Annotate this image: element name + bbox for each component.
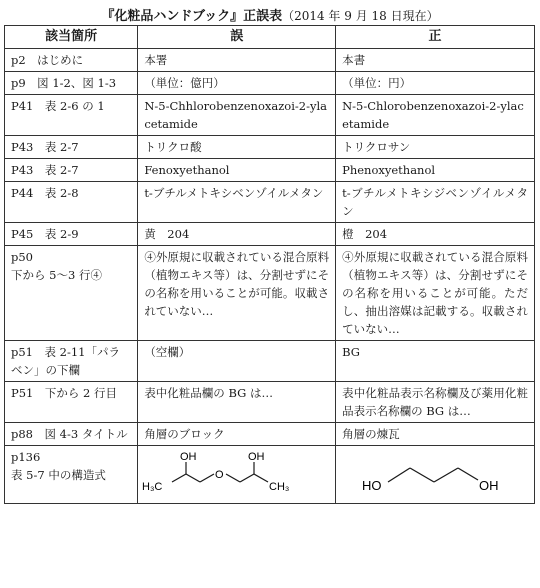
correct-cell: t-ブチルメトキシジベンゾイルメタン xyxy=(336,182,535,223)
location-line: p2 はじめに xyxy=(11,53,84,67)
location-line: p50 xyxy=(11,250,33,264)
location-line: P41 表 2-6 の 1 xyxy=(11,99,105,113)
location-line: 下から 5～3 行④ xyxy=(11,268,102,282)
location-cell xyxy=(5,159,138,182)
table-row xyxy=(5,382,535,423)
correct-cell: 橙 204 xyxy=(336,223,535,246)
table-row xyxy=(5,246,535,341)
correct-cell: N-5-Chlorobenzenoxazoi-2-ylacetamide xyxy=(336,95,535,136)
location-cell xyxy=(5,49,138,72)
column-header-wrong: 誤 xyxy=(138,26,336,49)
location-line: p88 図 4-3 タイトル xyxy=(11,427,128,441)
correct-cell: ④外原規に収載されている混合原料（植物エキス等）は、分割せずにその名称を用いることが可能。ただし、抽出溶媒は記載する。収載されていない… xyxy=(336,246,535,341)
structure-label-oh-right: OH xyxy=(248,451,265,463)
wrong-cell: 表中化粧品欄の BG は… xyxy=(138,382,336,423)
location-line: P43 表 2-7 xyxy=(11,163,79,177)
structure-label-h3c: H₃C xyxy=(142,481,163,493)
location-cell xyxy=(5,223,138,246)
location-cell xyxy=(5,182,138,223)
title-text: 『化粧品ハンドブック』正誤表 xyxy=(101,9,283,24)
wrong-structure-diagram xyxy=(140,448,316,496)
wrong-cell: （空欄） xyxy=(138,341,336,382)
location-line: p136 xyxy=(11,450,41,464)
wrong-cell: 本署 xyxy=(138,49,336,72)
location-line: p51 表 2-11「パラベン」の下欄 xyxy=(11,345,120,377)
table-row xyxy=(5,446,535,504)
location-line: P51 下から 2 行目 xyxy=(11,386,117,400)
table-row xyxy=(5,223,535,246)
column-header-location: 該当箇所 xyxy=(5,26,138,49)
wrong-cell: Fenoxyethanol xyxy=(138,159,336,182)
location-line: P43 表 2-7 xyxy=(11,140,79,154)
location-cell xyxy=(5,341,138,382)
location-line: P45 表 2-9 xyxy=(11,227,79,241)
table-row xyxy=(5,159,535,182)
location-cell xyxy=(5,446,138,504)
title-date: （2014 年 9 月 18 日現在） xyxy=(282,9,439,23)
wrong-cell: （単位：億円） xyxy=(138,72,336,95)
location-line: 表 5-7 中の構造式 xyxy=(11,468,106,482)
table-row xyxy=(5,72,535,95)
structure-label-oh: OH xyxy=(479,478,499,493)
location-cell xyxy=(5,95,138,136)
correct-cell: （単位：円） xyxy=(336,72,535,95)
structure-label-ch3: CH₃ xyxy=(269,481,290,493)
correct-cell: 表中化粧品表示名称欄及び薬用化粧品表示名称欄の BG は… xyxy=(336,382,535,423)
structure-label-oxygen: O xyxy=(215,469,224,481)
correct-cell: Phenoxyethanol xyxy=(336,159,535,182)
table-row xyxy=(5,49,535,72)
table-row xyxy=(5,341,535,382)
table-row xyxy=(5,182,535,223)
location-cell xyxy=(5,423,138,446)
table-row xyxy=(5,95,535,136)
header-row xyxy=(5,26,535,49)
location-line: p9 図 1-2、図 1-3 xyxy=(11,76,117,90)
errata-table xyxy=(4,25,535,504)
wrong-cell: t-ブチルメトキシベンゾイルメタン xyxy=(138,182,336,223)
location-cell xyxy=(5,382,138,423)
correct-cell: BG xyxy=(336,341,535,382)
correct-cell: 本書 xyxy=(336,49,535,72)
wrong-cell: 角層のブロック xyxy=(138,423,336,446)
wrong-cell xyxy=(138,446,336,504)
table-row xyxy=(5,136,535,159)
correct-cell xyxy=(336,446,535,504)
structure-label-oh-left: OH xyxy=(180,451,197,463)
correct-cell: 角層の煉瓦 xyxy=(336,423,535,446)
wrong-cell: ④外原規に収載されている混合原料（植物エキス等）は、分割せずにその名称を用いることが可能。収載されていない… xyxy=(138,246,336,341)
wrong-cell: 黄 204 xyxy=(138,223,336,246)
wrong-cell: N-5-Chhlorobenzenoxazoi-2-ylacetamide xyxy=(138,95,336,136)
location-cell xyxy=(5,136,138,159)
correct-cell: トリクロサン xyxy=(336,136,535,159)
location-cell xyxy=(5,246,138,341)
table-row xyxy=(5,423,535,446)
structure-label-ho: HO xyxy=(362,478,382,493)
column-header-correct: 正 xyxy=(336,26,535,49)
location-cell xyxy=(5,72,138,95)
wrong-cell: トリクロ酸 xyxy=(138,136,336,159)
page-title xyxy=(0,5,540,24)
location-line: P44 表 2-8 xyxy=(11,186,79,200)
correct-structure-diagram xyxy=(338,448,514,496)
